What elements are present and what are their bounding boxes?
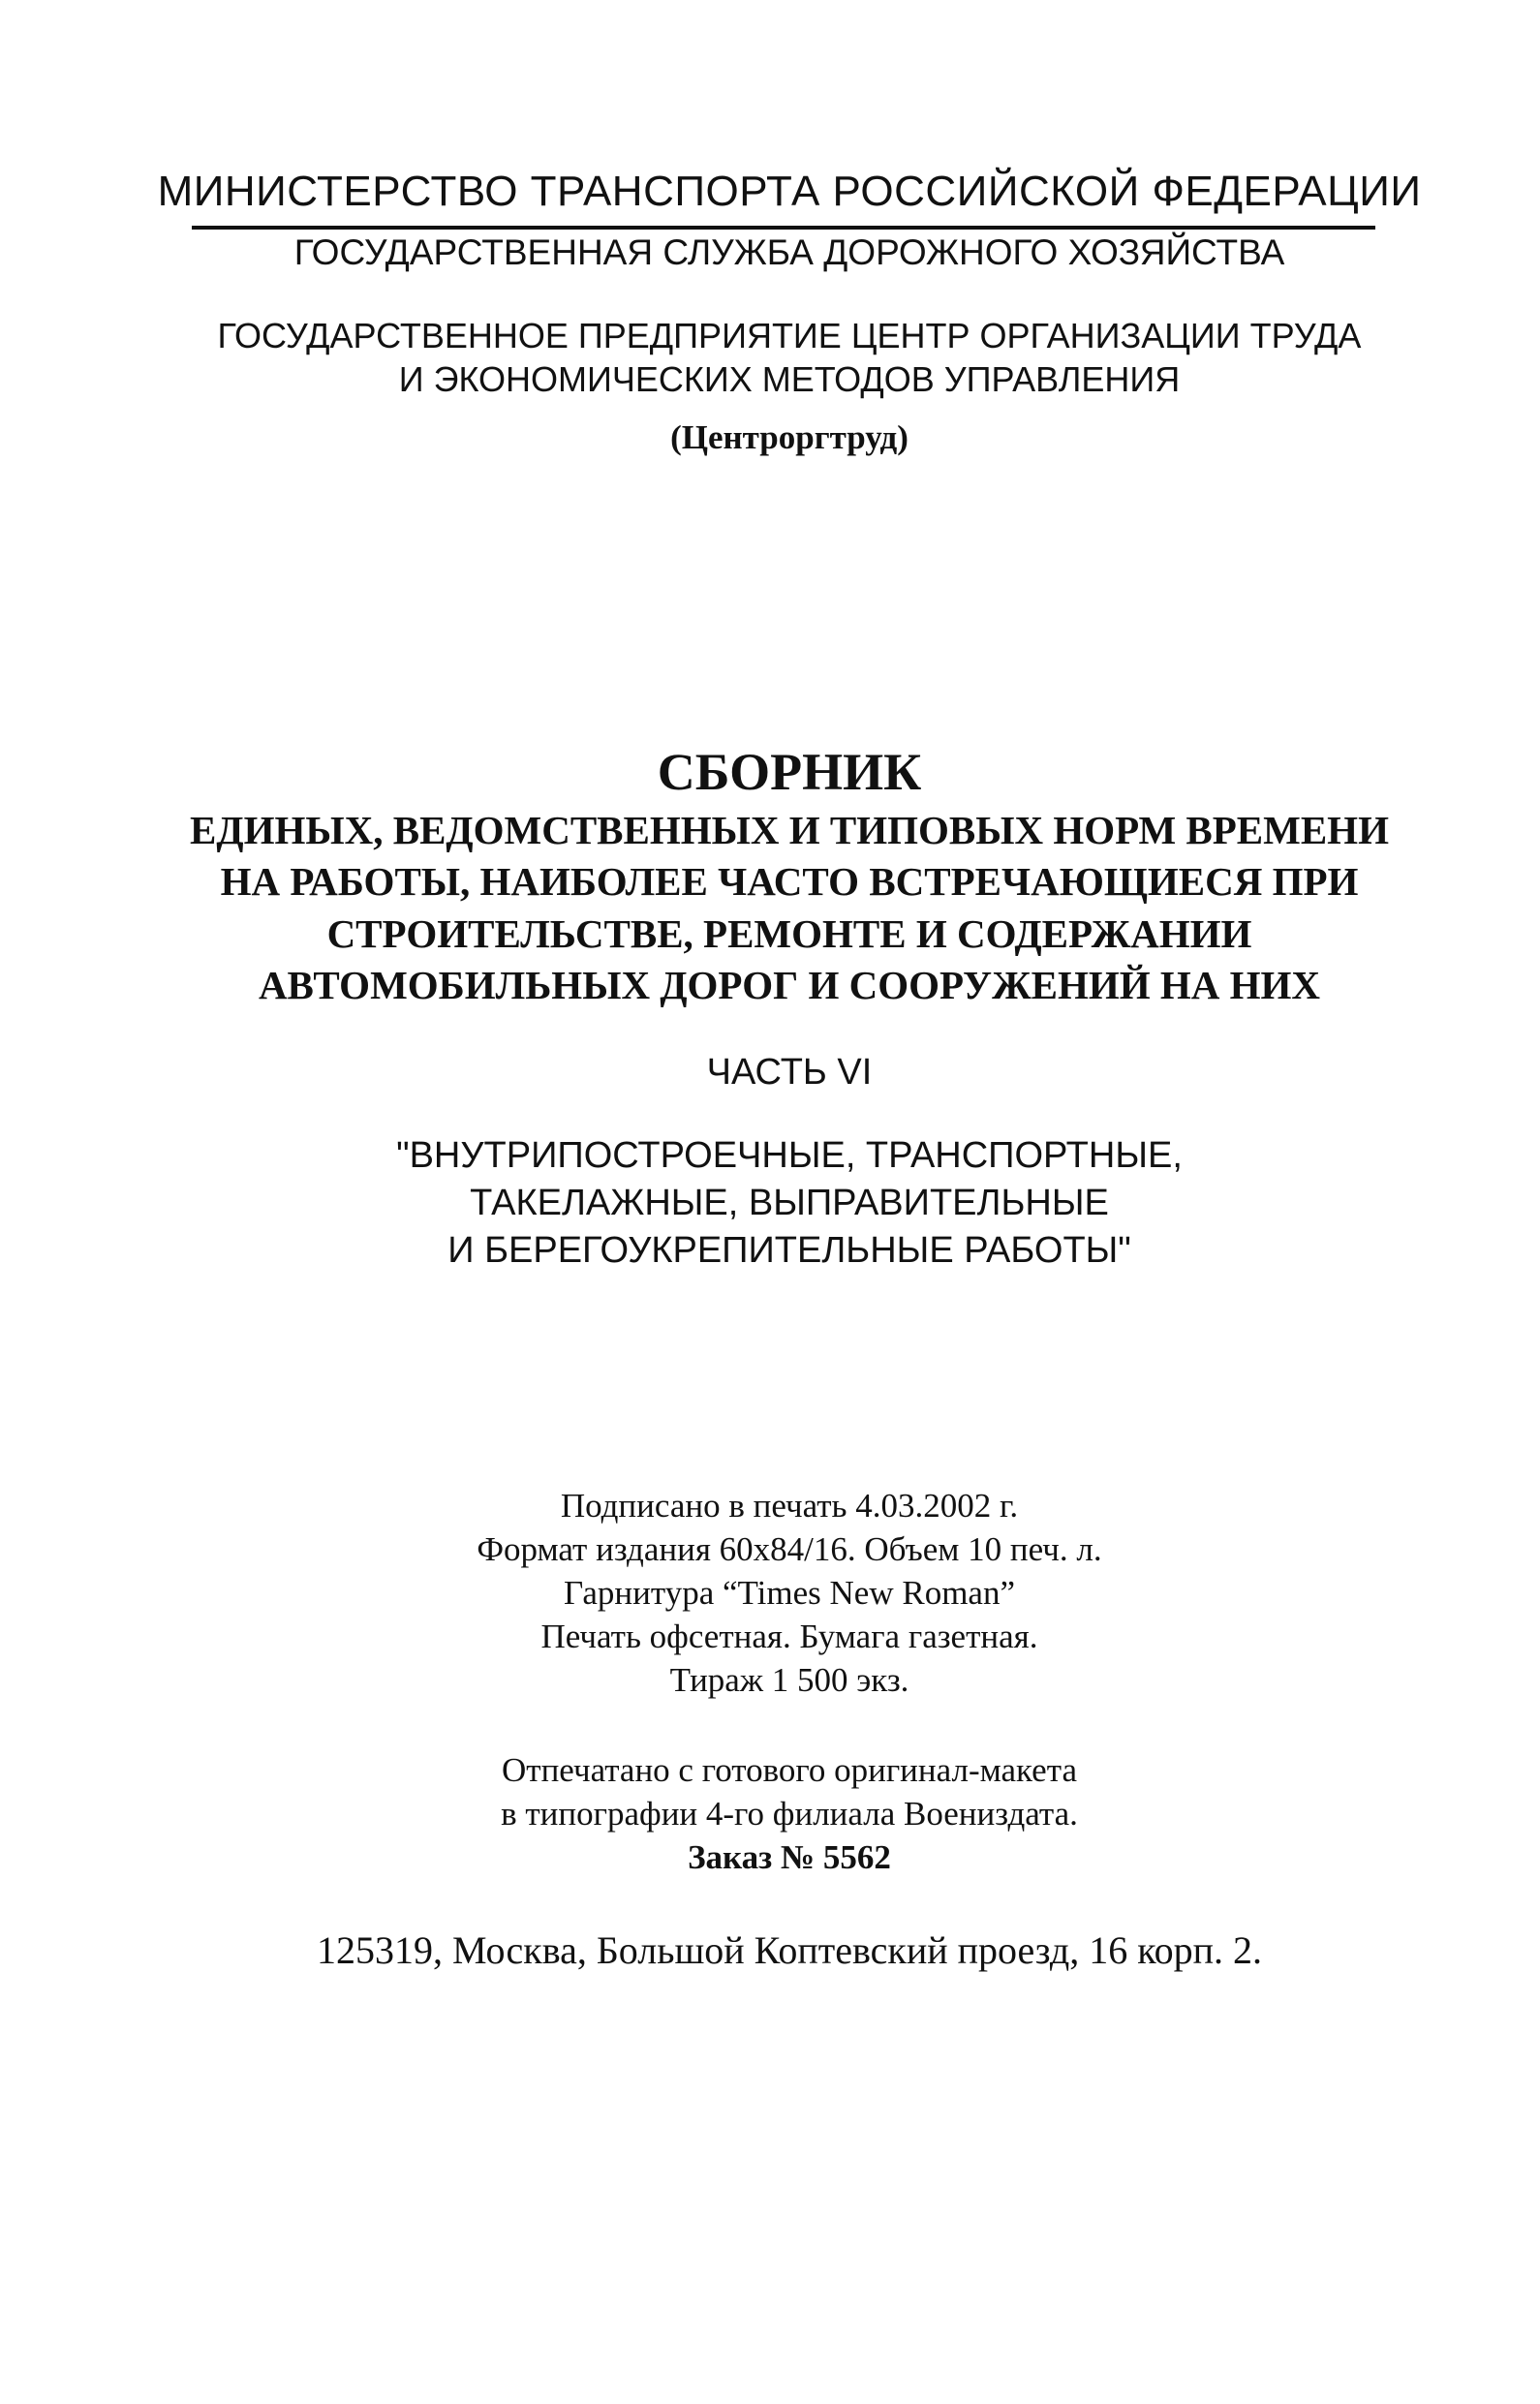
- printer-address: 125319, Москва, Большой Коптевский проезд, 16 корп. 2.: [316, 1928, 1263, 1972]
- subtitle-line: ТАКЕЛАЖНЫЕ, ВЫПРАВИТЕЛЬНЫЕ: [470, 1183, 1109, 1223]
- printing-note-line: в типографии 4-го филиала Воениздата.: [501, 1795, 1078, 1833]
- document-title: СБОРНИК: [657, 743, 922, 801]
- enterprise-name-line1: ГОСУДАРСТВЕННОЕ ПРЕДПРИЯТИЕ ЦЕНТР ОРГАНИЗАЦИИ ТРУДА: [217, 316, 1362, 355]
- header-rule: [192, 226, 1375, 230]
- imprint-line: Формат издания 60х84/16. Объем 10 печ. л.: [477, 1530, 1102, 1568]
- title-line: ЕДИНЫХ, ВЕДОМСТВЕННЫХ И ТИПОВЫХ НОРМ ВРЕМЕНИ: [190, 808, 1389, 852]
- title-line: СТРОИТЕЛЬСТВЕ, РЕМОНТЕ И СОДЕРЖАНИИ: [326, 911, 1252, 956]
- service-name: ГОСУДАРСТВЕННАЯ СЛУЖБА ДОРОЖНОГО ХОЗЯЙСТВА: [293, 232, 1285, 272]
- order-number: Заказ № 5562: [688, 1838, 891, 1876]
- imprint-line: Подписано в печать 4.03.2002 г.: [560, 1487, 1019, 1525]
- part-number: ЧАСТЬ VI: [706, 1052, 873, 1093]
- printing-note-line: Отпечатано с готового оригинал-макета: [502, 1751, 1077, 1789]
- imprint-line: Гарнитура “Times New Roman”: [564, 1574, 1015, 1612]
- imprint-line: Тираж 1 500 экз.: [669, 1661, 909, 1699]
- subtitle-line: "ВНУТРИПОСТРОЕЧНЫЕ, ТРАНСПОРТНЫЕ,: [396, 1135, 1183, 1176]
- title-line: НА РАБОТЫ, НАИБОЛЕЕ ЧАСТО ВСТРЕЧАЮЩИЕСЯ ПРИ: [220, 859, 1359, 904]
- imprint-line: Печать офсетная. Бумага газетная.: [540, 1618, 1038, 1655]
- ministry-name: МИНИСТЕРСТВО ТРАНСПОРТА РОССИЙСКОЙ ФЕДЕРАЦИИ: [157, 168, 1422, 215]
- subtitle-line: И БЕРЕГОУКРЕПИТЕЛЬНЫЕ РАБОТЫ": [447, 1230, 1131, 1271]
- title-line: АВТОМОБИЛЬНЫХ ДОРОГ И СООРУЖЕНИЙ НА НИХ: [258, 963, 1321, 1007]
- enterprise-short-name: (Центроргтруд): [670, 418, 909, 456]
- enterprise-name-line2: И ЭКОНОМИЧЕСКИХ МЕТОДОВ УПРАВЛЕНИЯ: [398, 359, 1181, 399]
